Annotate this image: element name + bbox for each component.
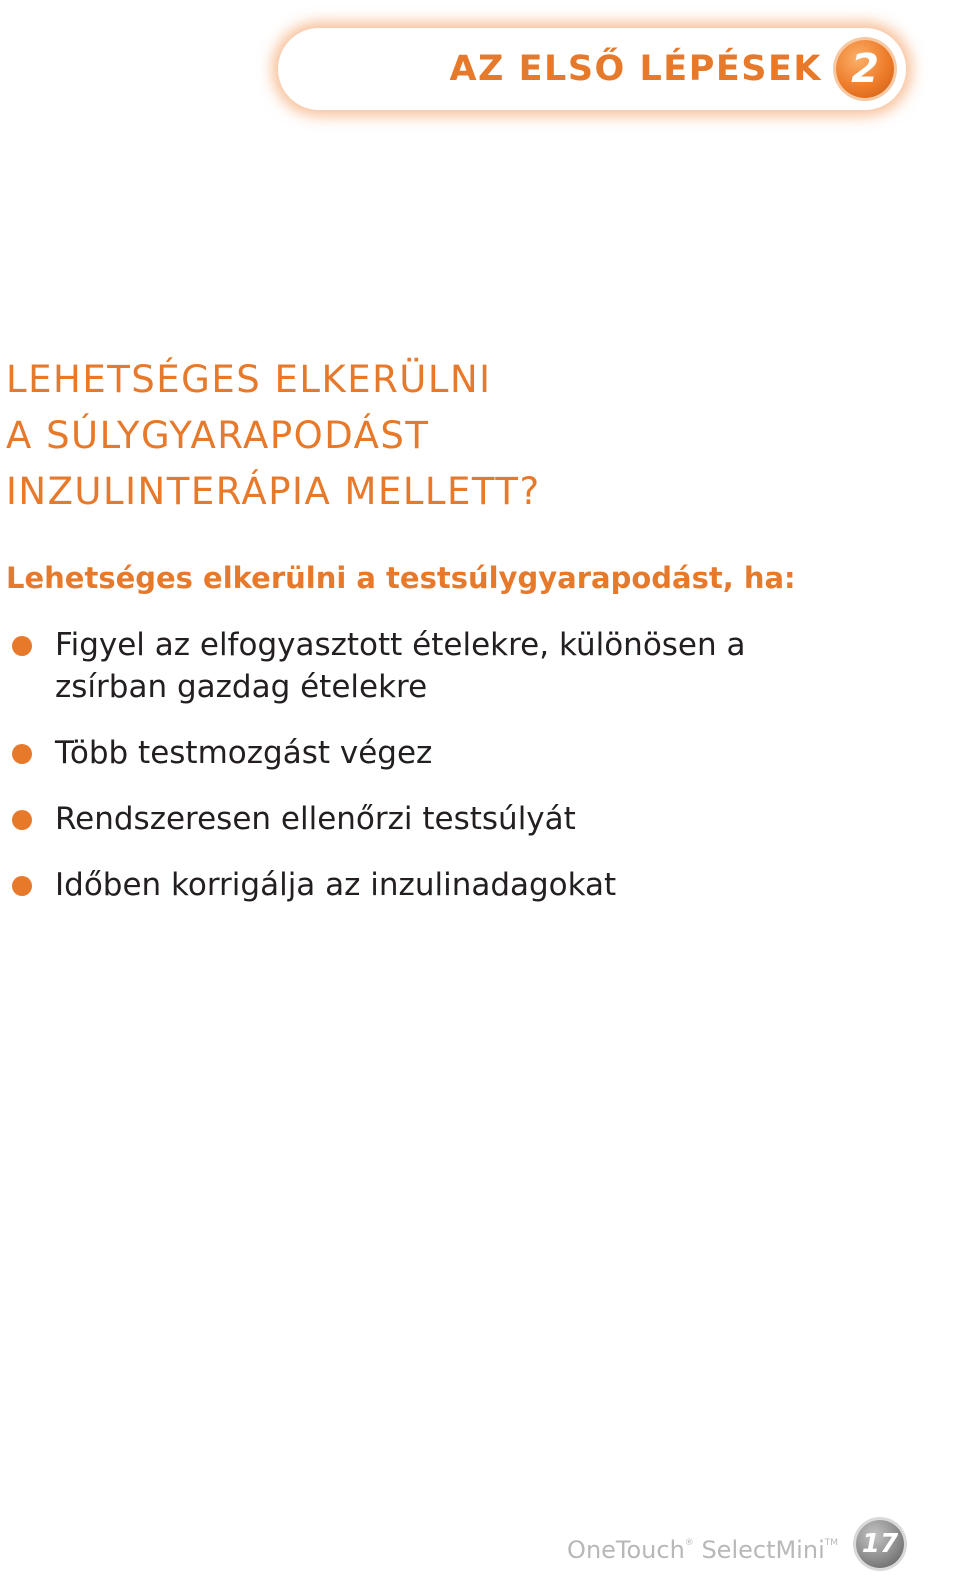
list-item <box>0 624 746 708</box>
page-number-badge: 17 <box>856 1520 904 1568</box>
bullet-list <box>0 624 746 930</box>
list-item <box>0 798 746 840</box>
list-item-line: zsírban gazdag ételekre <box>55 669 428 705</box>
bullet-dot-icon <box>12 636 32 656</box>
footer-brand <box>567 1527 838 1566</box>
section-title <box>6 352 541 520</box>
header-banner <box>278 28 906 110</box>
step-number-badge: 2 <box>836 40 894 98</box>
list-item <box>0 732 746 774</box>
intro-text: Lehetséges elkerülni a testsúlygyarapodást, ha: <box>6 561 796 595</box>
list-item-line: Időben korrigálja az inzulinadagokat <box>55 867 617 903</box>
bullet-dot-icon <box>12 810 32 830</box>
list-item-line: Több testmozgást végez <box>55 735 433 771</box>
section-title-line-2: A SÚLYGYARAPODÁST <box>6 414 430 457</box>
section-title-line-3: INZULINTERÁPIA MELLETT? <box>6 470 541 513</box>
bullet-dot-icon <box>12 876 32 896</box>
list-item-line: Figyel az elfogyasztott ételekre, különösen a <box>55 627 746 663</box>
trademark-mark: TM <box>824 1538 838 1548</box>
section-title-line-1: LEHETSÉGES ELKERÜLNI <box>6 358 492 401</box>
header-title: AZ ELSŐ LÉPÉSEK <box>449 49 822 89</box>
bullet-dot-icon <box>12 744 32 764</box>
registered-mark: ® <box>684 1538 694 1548</box>
list-item <box>0 864 746 906</box>
list-item-line: Rendszeresen ellenőrzi testsúlyát <box>55 801 576 837</box>
brand-name-onetouch: OneTouch <box>567 1536 685 1564</box>
brand-name-selectmini: SelectMini <box>701 1536 825 1564</box>
